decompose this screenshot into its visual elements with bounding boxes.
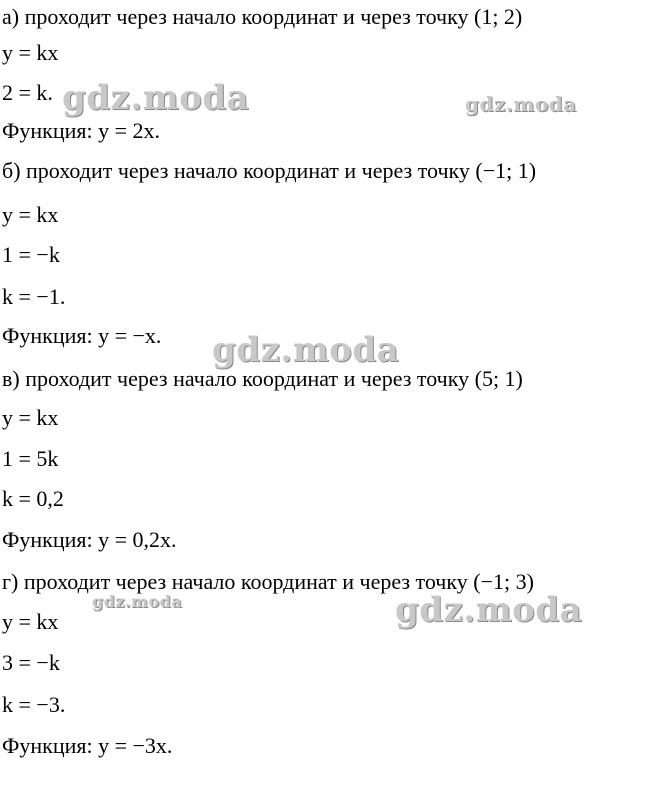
part-c-k-value: k = 0,2 [2, 486, 64, 511]
part-d-function: Функция: y = −3x. [2, 733, 173, 758]
part-b-function: Функция: y = −x. [2, 323, 162, 348]
watermark: gdz.moda [465, 92, 577, 116]
watermark: gdz.moda [92, 592, 183, 611]
part-a-formula: y = kx [2, 40, 59, 65]
part-b-formula: y = kx [2, 202, 59, 227]
part-d-formula: y = kx [2, 609, 59, 634]
part-a-heading: а) проходит через начало координат и через точку (1; 2) [2, 4, 523, 29]
part-b-k-value: k = −1. [2, 284, 66, 309]
part-d-heading: г) проходит через начало координат и через точку (−1; 3) [2, 569, 534, 594]
watermark: gdz.moda [62, 78, 250, 118]
part-c-heading: в) проходит через начало координат и через точку (5; 1) [2, 366, 523, 391]
part-d-k-value: k = −3. [2, 692, 66, 717]
part-c-substitution: 1 = 5k [2, 446, 59, 471]
part-a-substitution: 2 = k. [2, 80, 53, 105]
watermark: gdz.moda [395, 590, 583, 630]
part-d-substitution: 3 = −k [2, 650, 60, 675]
part-c-formula: y = kx [2, 405, 59, 430]
part-b-heading: б) проходит через начало координат и через точку (−1; 1) [2, 158, 537, 183]
part-a-function: Функция: y = 2x. [2, 118, 161, 143]
part-b-substitution: 1 = −k [2, 242, 60, 267]
watermark: gdz.moda [212, 330, 400, 370]
part-c-function: Функция: y = 0,2x. [2, 527, 177, 552]
